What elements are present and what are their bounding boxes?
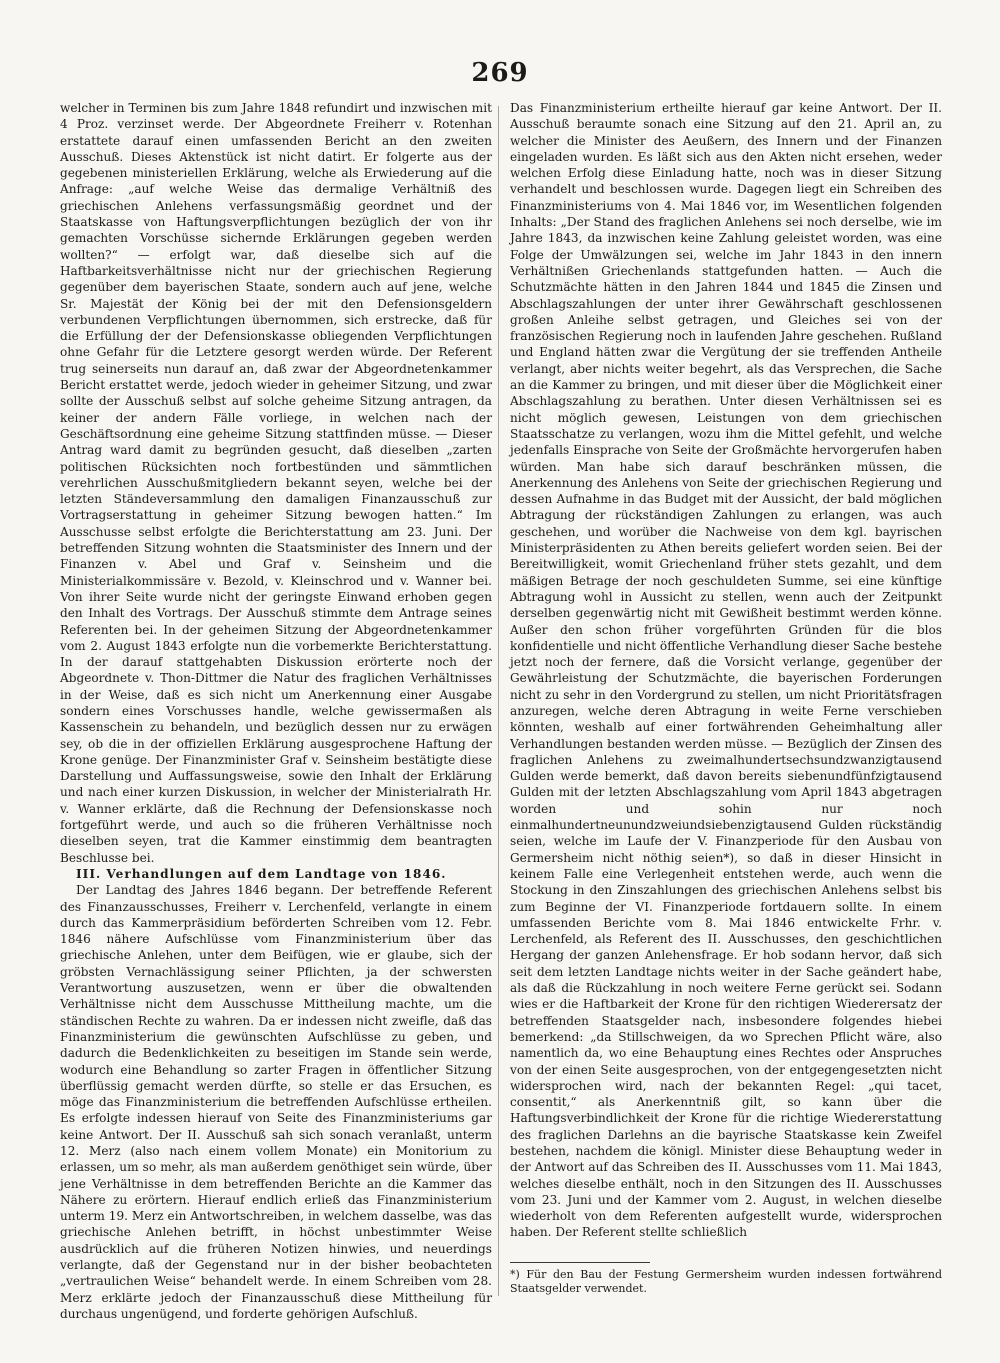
column-divider — [498, 106, 499, 1296]
footnote: *) Für den Bau der Festung Germersheim wurden indessen fortwährend Staatsgelder verwendet. — [510, 1268, 942, 1295]
section-heading: III. Verhandlungen auf dem Landtage von 1846. — [76, 866, 447, 881]
page-number: 269 — [471, 58, 529, 88]
left-paragraph-2: Der Landtag des Jahres 1846 begann. Der betreffende Referent des Finanzausschusses, Freiherr v. Lerchenfeld, verlangte in einem durch das Kammerpräsidium beförderten Schreiben vom 12. Febr. 1846 nähere Aufschlüsse vom Finanzministerium über das griechische Anlehen, unter dem Beifügen, wie er glaube, sich der gröbsten Vernachlässigung seiner Pflichten, ja der schwersten Verantwortung auszusetzen, wenn er über die obwaltenden Verhältnisse nicht dem Ausschusse Mittheilung machte, um die ständischen Rechte zu wahren. Da er indessen nicht zweifle, daß das Finanzministerium die gewünschten Aufschlüsse zu geben, und dadurch die Bedenklichkeiten zu beseitigen im Stande sein werde, wodurch eine Behandlung so zarter Fragen in öffentlicher Sitzung überflüssig gemacht werden dürfte, so stelle er das Ersuchen, es möge das Finanzministerium die betreffenden Aufschlüsse ertheilen. Es erfolgte indessen hierauf von Seite des Finanzministeriums gar keine Antwort. Der II. Ausschuß sah sich sonach veranlaßt, unterm 12. Merz (also nach einem vollem Monate) ein Monitorium zu erlassen, um so mehr, als man außerdem genöthiget sein würde, über jene Verhältnisse in dem betreffenden Berichte an die Kammer das Nähere zu erörtern. Hierauf endlich erließ das Finanzministerium unterm 19. Merz ein Antwortschreiben, in welchem dasselbe, was das griechische Anlehen betrifft, in höchst unbestimmter Weise ausdrücklich auf die früheren Notizen hinwies, und neuerdings verlangte, daß der Gegenstand nur in der bisher beobachteten „vertraulichen Weise“ behandelt werde. In einem Schreiben vom 28. Merz erklärte jedoch der Finanzausschuß diese Mittheilung für durchaus ungenügend, und forderte gehörigen Aufschluß. — [60, 883, 492, 1321]
left-column — [60, 100, 492, 1321]
right-column — [510, 100, 942, 1310]
left-paragraph-1: welcher in Terminen bis zum Jahre 1848 refundirt und inzwischen mit 4 Proz. verzinset werde. Der Abgeordnete Freiherr v. Rotenhan erstattete darauf einen umfassenden Bericht an den zweiten Ausschuß. Dieses Aktenstück ist nicht datirt. Er folgerte aus der gegebenen ministeriellen Erklärung, welche als Erwiederung auf die Anfrage: „auf welche Weise das dermalige Verhältniß des griechischen Anlehens verfassungsmäßig geordnet und der Staatskasse von Haftungsverpflichtungen bezüglich der von ihr gemachten Vorschüsse sichernde Erklärungen gegeben werden wollten?“ — erfolgt war, daß dieselbe sich auf die Haftbarkeitsverhältnisse nicht nur der griechischen Regierung gegenüber dem bayerischen Staate, sondern auch auf jene, welche Sr. Majestät der König bei der mit den Defensionsgeldern verbundenen Verpflichtungen übernommen, sich erstrecke, daß für die Erfüllung der der Defensionskasse obliegenden Verpflichtungen ohne Gefahr für die Letztere gesorgt werden würde. Der Referent trug seinerseits nun darauf an, daß zwar der Abgeordnetenkammer Bericht erstattet werde, jedoch wieder in geheimer Sitzung, und zwar sollte der Ausschuß selbst auf solche geheime Sitzung antragen, da keiner der andern Fälle vorliege, in welchen nach der Geschäftsordnung eine geheime Sitzung stattfinden müsse. — Dieser Antrag ward damit zu begründen gesucht, daß dieselben „zarten politischen Rücksichten noch fortbestünden und sämmtlichen verehrlichen Ausschußmitgliedern bekannt seyen, welche bei der letzten Ständeversammlung den damaligen Finanzausschuß zur Vortragserstattung in geheimer Sitzung bewogen hatten.“ Im Ausschusse selbst erfolgte die Berichterstattung am 23. Juni. Der betreffenden Sitzung wohnten die Staatsminister des Innern und der Finanzen v. Abel und Graf v. Seinsheim und die Ministerialkommissäre v. Bezold, v. Kleinschrod und v. Wanner bei. Von ihrer Seite wurde nicht der geringste Einwand erhoben gegen den Inhalt des Vortrags. Der Ausschuß stimmte dem Antrage seines Referenten bei. In der geheimen Sitzung der Abgeordnetenkammer vom 2. August 1843 erfolgte nun die vorbemerkte Berichterstattung. In der darauf stattgehabten Diskussion erörterte noch der Abgeordnete v. Thon-Dittmer die Natur des fraglichen Verhältnisses in der Weise, daß es sich nicht um Anerkennung einer Ausgabe sondern eines Vorschusses handle, welche gewissermaßen als Kassenschein zu behandeln, und bezüglich dessen nur zu erwägen sey, ob die in der offiziellen Erklärung ausgesprochene Haftung der Krone genüge. Der Finanzminister Graf v. Seinsheim bestätigte diese Darstellung und Auffassungsweise, sowie den Inhalt der Erklärung und nach einer kurzen Diskussion, in welcher der Ministerialrath Hr. v. Wanner erklärte, daß die Rechnung der Defensionskasse noch fortgeführt werde, und auch so die früheren Verhältnisse noch dieselben seyen, trat die Kammer einstimmig dem beantragten Beschlusse bei. — [60, 101, 492, 865]
right-paragraph-1: Das Finanzministerium ertheilte hierauf gar keine Antwort. Der II. Ausschuß beraumte sonach eine Sitzung auf den 21. April an, zu welcher die Minister des Aeußern, des Innern und der Finanzen eingeladen wurden. Es läßt sich aus den Akten nicht ersehen, weder welchen Erfolg diese Einladung hatte, noch was in dieser Sitzung verhandelt und beschlossen wurde. Dagegen liegt ein Schreiben des Finanzministeriums von 4. Mai 1846 vor, im Wesentlichen folgenden Inhalts: „Der Stand des fraglichen Anlehens sei noch derselbe, wie im Jahre 1843, da inzwischen keine Zahlung geleistet worden, was eine Folge der Umwälzungen sei, welche im Jahr 1843 in den innern Verhältnißen Griechenlands stattgefunden hatten. — Auch die Schutzmächte hätten in den Jahren 1844 und 1845 die Zinsen und Abschlagszahlungen der unter ihrer Gewährschaft geschlossenen großen Anleihe selbst getragen, und Gleiches sei von der französischen Regierung noch in laufenden Jahre geschehen. Rußland und England hätten zwar die Vergütung der sie treffenden Antheile verlangt, aber nichts weiter begehrt, als das Versprechen, die Sache an die Kammer zu bringen, und mit dieser über die Möglichkeit einer Abschlagszahlung zu berathen. Unter diesen Verhältnissen sei es nicht möglich gewesen, Leistungen von dem griechischen Staatsschatze zu verlangen, wozu ihm die Mittel gefehlt, und welche jedenfalls Einsprache von Seite der Großmächte hervorgerufen haben würden. Man habe sich darauf beschränken müssen, die Anerkennung des Anlehens von Seite der griechischen Regierung und dessen Aufnahme in das Budget mit der Aussicht, der bald möglichen Abtragung der rückständigen Zahlungen zu erlangen, was auch geschehen, und worüber die Nachweise von dem kgl. bayrischen Ministerpräsidenten zu Athen bereits geliefert worden seien. Bei der Bereitwilligkeit, womit Griechenland früher stets gezahlt, und dem mäßigen Betrage der noch geschuldeten Summe, sei eine künftige Abtragung wohl in Aussicht zu stellen, wenn auch der Zeitpunkt derselben gegenwärtig nicht mit Gewißheit bestimmt werden könne. Außer den schon früher vorgeführten Gründen für die blos konfidentielle und nicht öffentliche Verhandlung dieser Sache bestehe jetzt noch der fernere, daß die Vorsicht verlange, gegenüber der Gewährleistung der Schutzmächte, die bayerischen Forderungen nicht zu sehr in den Vordergrund zu stellen, um nicht Prioritätsfragen anzuregen, welche deren Abtragung in weite Ferne verschieben könnten, weshalb auf einer fortwährenden Geheimhaltung aller Verhandlungen bestanden werden müsse. — Bezüglich der Zinsen des fraglichen Anlehens zu zweimalhundertsechsundzwanzigtausend Gulden werde bemerkt, daß davon bereits siebenundfünfzigtausend Gulden mit der letzten Abschlagszahlung vom April 1843 abgetragen worden und sohin nur noch einmalhundertneunundzweiundsiebenzigtausend Gulden rückständig seien, welche im Laufe der V. Finanzperiode für den Ausbau von Germersheim nicht nöthig seien*), so daß in dieser Hinsicht in keinem Falle eine Verlegenheit entstehen werde, auch wenn die Stockung in den Zinszahlungen des griechischen Anlehens selbst bis zum Beginne der VI. Finanzperiode fortdauern sollte. In einem umfassenden Berichte vom 8. Mai 1846 entwickelte Frhr. v. Lerchenfeld, als Referent des II. Ausschusses, den geschichtlichen Hergang der ganzen Anlehensfrage. Er hob sodann hervor, daß sich seit dem letzten Landtage nichts weiter in der Sache geändert habe, als daß die Rückzahlung in noch weitere Ferne gerückt sei. Sodann wies er die Haftbarkeit der Krone für den richtigen Wiederersatz der betreffenden Staatsgelder nach, insbesondere folgendes hiebei bemerkend: „da Stillschweigen, da wo Sprechen Pflicht wäre, also namentlich da, wo eine Behauptung eines Rechtes oder Anspruches von der einen Seite ausgesprochen, von der entgegengesetzten nicht widersprochen wird, nach der bekannten Regel: „qui tacet, consentit,“ als Anerkenntniß gilt, so kann über die Haftungsverbindlichkeit der Krone für die richtige Wiedererstattung des fraglichen Darlehns an die bayrische Staatskasse kein Zweifel bestehen, nachdem die königl. Minister diese Behauptung weder in der Antwort auf das Schreiben des II. Ausschusses vom 11. Mai 1843, welches dieselbe enthält, noch in den Sitzungen des II. Ausschusses vom 23. Juni und der Kammer vom 2. August, in welchen dieselbe wiederholt von dem Referenten aufgestellt wurde, widersprochen haben. Der Referent stellte schließlich — [510, 101, 942, 1240]
footnote-divider — [510, 1262, 650, 1263]
